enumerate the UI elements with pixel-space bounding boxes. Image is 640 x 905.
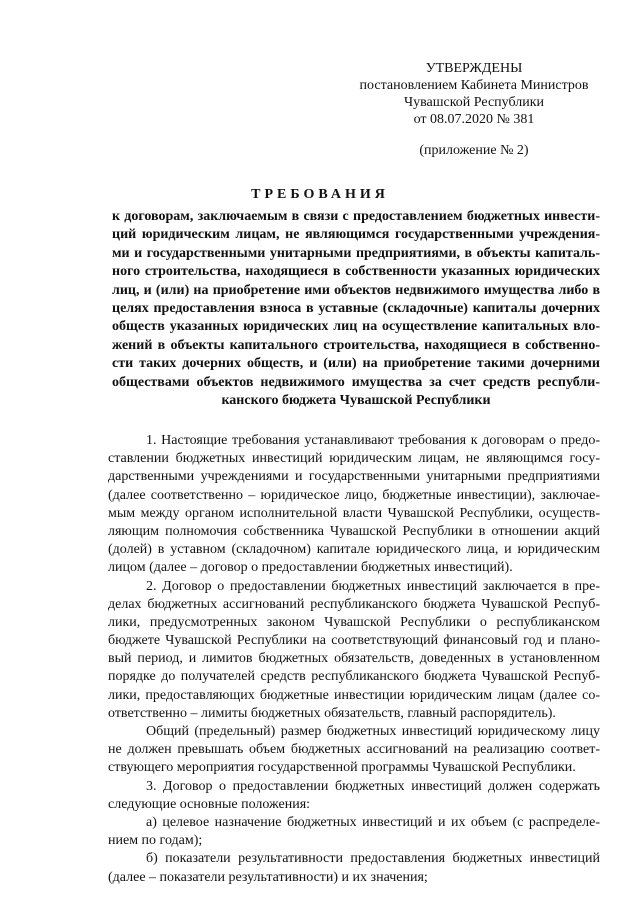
paragraph-1-line: лицом (далее – договор о предоставлении бюджетных инвестиций). [108, 560, 513, 576]
approval-heading: УТВЕРЖДЕНЫ [425, 61, 523, 76]
paragraph-2-line: лики, предоставляющих бюджетные инвестиции юридическим лицам (далее со- [108, 687, 600, 703]
subtitle-line: сти таких дочерних обществ, и (или) на приобретение такими дочерними [112, 356, 600, 372]
paragraph-4-line: 3. Договор о предоставлении бюджетных инвестиций должен содержать [146, 778, 600, 794]
list-item-b-line: (далее – показатели результативности) и их значения; [108, 869, 428, 885]
paragraph-1-line: 1. Настоящие требования устанавливают требования к договорам о предо- [146, 433, 600, 448]
list-item-b-line: б) показатели результативности предоставления бюджетных инвестиций [146, 851, 600, 867]
approval-region: Чувашской Республики [403, 95, 545, 110]
paragraph-2-line: бюджете Чувашской Республики на соответствующий финансовый год и плано- [108, 633, 600, 649]
document-subtitle [112, 208, 600, 410]
subtitle-line: обществ указанных юридических лиц на осуществление капитальных вло- [112, 319, 600, 335]
paragraph-2-line: ответственно – лимиты бюджетных обязательств, главный распорядитель). [108, 705, 556, 721]
list-item-a-line: нием по годам); [108, 833, 203, 849]
document-title: ТРЕБОВАНИЯ [251, 187, 389, 202]
subtitle-line: к договорам, заключаемым в связи с предоставлением бюджетных инвести- [112, 209, 600, 224]
paragraph-1-line: (долей) в уставном (складочном) капитале юридического лица, и юридическим [108, 542, 600, 558]
paragraph-3-line: ствующего мероприятия государственной программы Чувашской Республики. [108, 760, 576, 776]
subtitle-line: ного строительства, находящиеся в собственности указанных юридических [112, 264, 600, 280]
subtitle-line: лиц, и (или) на приобретение ими объектов недвижимого имущества либо в [112, 282, 600, 298]
subtitle-line: канского бюджета Чувашской Республики [221, 392, 491, 408]
paragraph-4-line: следующие основные положения: [108, 796, 311, 812]
appendix-label: (приложение № 2) [419, 143, 529, 158]
document-body [108, 432, 600, 887]
paragraph-2-line: лики, предусмотренных законом Чувашской Республики о республиканском [108, 614, 600, 630]
approval-stamp [340, 60, 608, 128]
subtitle-line: жений в объекты капитального строительства, находящиеся в собственно- [112, 337, 600, 353]
paragraph-1-line: дарственными учреждениями и государственными унитарными предприятиями [108, 469, 600, 485]
subtitle-line: ми и государственными унитарными предприятиями, в объекты капиталь- [112, 245, 600, 261]
approval-authority: постановлением Кабинета Министров [359, 78, 589, 93]
paragraph-3-line: не должен превышать объем бюджетных ассигнований на реализацию соответ- [108, 742, 600, 758]
paragraph-1-line: ляющим полномочия собственника Чувашской Республики в отношении акций [108, 523, 600, 539]
paragraph-2-line: 2. Договор о предоставлении бюджетных инвестиций заключается в пре- [146, 578, 600, 594]
paragraph-1-line: мым между органом исполнительной власти Чувашской Республики, осуществ- [108, 505, 600, 521]
paragraph-2-line: порядке до получателей средств республиканского бюджета Чувашской Респуб- [108, 669, 600, 685]
approval-date-number: от 08.07.2020 № 381 [413, 112, 535, 127]
subtitle-line: обществами объектов недвижимого имущества за счет средств республи- [112, 374, 600, 390]
paragraph-2-line: делах бюджетных ассигнований республиканского бюджета Чувашской Респуб- [108, 596, 600, 612]
subtitle-line: целях предоставления взноса в уставные (складочные) капиталы дочерних [112, 300, 600, 316]
paragraph-1-line: (далее соответственно – юридическое лицо, бюджетные инвестиции), заключае- [108, 487, 600, 503]
paragraph-3-line: Общий (предельный) размер бюджетных инвестиций юридическому лицу [146, 724, 600, 739]
paragraph-2-line: вый период, и лимитов бюджетных обязательств, доведенных в установленном [108, 651, 600, 667]
paragraph-1-line: ставлении бюджетных инвестиций юридическим лицам, не являющимся госу- [108, 451, 600, 467]
subtitle-line: ций юридическим лицам, не являющимся государственными учреждения- [112, 227, 600, 243]
list-item-a-line: а) целевое назначение бюджетных инвестиций и их объем (с распределе- [146, 814, 600, 830]
